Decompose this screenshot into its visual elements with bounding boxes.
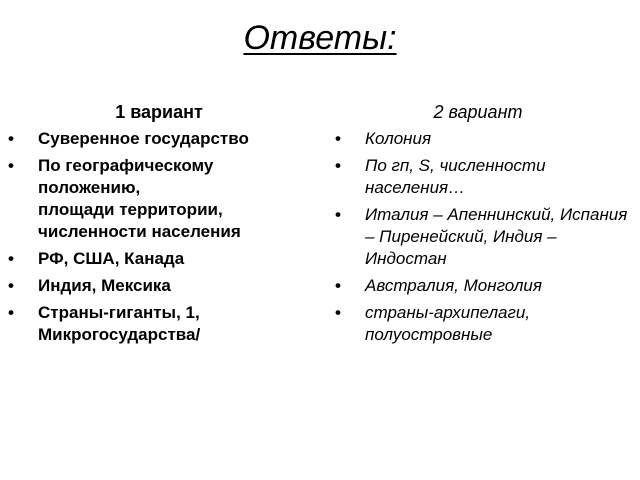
list-item-text: Индия, Мексика bbox=[38, 276, 171, 295]
slide-title: Ответы: bbox=[243, 19, 397, 57]
list-item bbox=[328, 155, 628, 199]
bullet-icon: • bbox=[8, 276, 14, 295]
list-item bbox=[328, 204, 628, 270]
list-item bbox=[0, 155, 318, 243]
bullet-icon: • bbox=[335, 276, 341, 295]
variant-2-list bbox=[328, 128, 628, 346]
list-item bbox=[328, 302, 628, 346]
list-item-text: Колония bbox=[365, 129, 432, 148]
list-item-text: РФ, США, Канада bbox=[38, 249, 185, 268]
list-item-text: Суверенное государство bbox=[38, 129, 249, 148]
list-item-text: Страны-гиганты, 1, Микрогосударства/ bbox=[38, 303, 201, 344]
variant-2-heading: 2 вариант bbox=[433, 102, 523, 122]
list-item-text: Австралия, Монголия bbox=[365, 276, 542, 295]
list-item bbox=[0, 275, 318, 297]
list-item bbox=[328, 275, 628, 297]
bullet-icon: • bbox=[8, 156, 14, 175]
bullet-icon: • bbox=[335, 156, 341, 175]
list-item bbox=[0, 302, 318, 346]
bullet-icon: • bbox=[335, 129, 341, 148]
variant-2-column bbox=[328, 100, 628, 351]
list-item-text: По географическому положению, площади территории, численности населения bbox=[38, 156, 241, 241]
bullet-icon: • bbox=[335, 205, 341, 224]
bullet-icon: • bbox=[8, 129, 14, 148]
bullet-icon: • bbox=[335, 303, 341, 322]
bullet-icon: • bbox=[8, 303, 14, 322]
variant-1-column bbox=[0, 100, 318, 351]
list-item bbox=[0, 128, 318, 150]
list-item-text: По гп, S, численности населения… bbox=[365, 156, 546, 197]
list-item-text: страны-архипелаги, полуостровные bbox=[365, 303, 531, 344]
list-item bbox=[328, 128, 628, 150]
variant-1-list bbox=[0, 128, 318, 346]
bullet-icon: • bbox=[8, 249, 14, 268]
list-item bbox=[0, 248, 318, 270]
list-item-text: Италия – Апеннинский, Испания – Пиренейский, Индия – Индостан bbox=[365, 205, 628, 268]
variant-1-heading: 1 вариант bbox=[115, 102, 203, 122]
